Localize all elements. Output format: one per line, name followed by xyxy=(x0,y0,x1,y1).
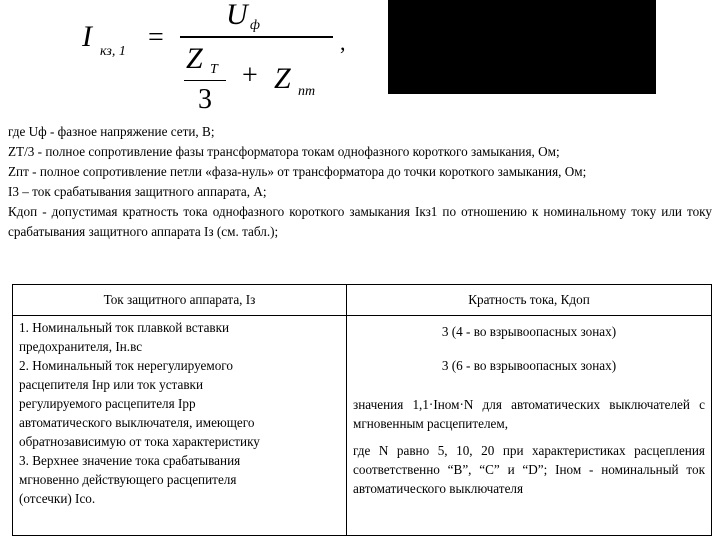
formula-divisor: 3 xyxy=(198,84,212,115)
header-current-multiplicity: Кратность тока, Кдоп xyxy=(347,285,712,316)
definition-zpt: Zпт - полное сопротивление петли «фаза-нуль» от трансформатора до точки короткого замыкания, Ом; xyxy=(8,164,587,179)
table-header-row xyxy=(13,285,712,316)
formula-numerator-subscript: ф xyxy=(250,18,260,33)
formula-z-loop-subscript: пт xyxy=(298,84,316,99)
fraction-bar xyxy=(180,36,333,38)
left-line: 3. Верхнее значение тока срабатывания xyxy=(19,453,241,468)
formula-z-transformer-subscript: Т xyxy=(210,62,218,77)
left-line: регулируемого расцепителя Iрр xyxy=(19,396,196,411)
multiplicity-instant-note: где N равно 5, 10, 20 при характеристиках расцепления соответственно “B”, “C” и “D”; Iном - номинальный ток автоматического выключателя xyxy=(353,443,705,496)
left-line: автоматического выключателя, имеющего xyxy=(19,415,255,430)
left-line: (отсечки) Iсо. xyxy=(19,491,96,506)
formula-equals: = xyxy=(148,22,164,53)
definition-i3: I3 – ток срабатывания защитного аппарата, А; xyxy=(8,184,267,199)
formula-plus: + xyxy=(242,60,258,91)
formula xyxy=(0,0,380,120)
left-line: расцепителя Iнр или ток уставки xyxy=(19,377,204,392)
formula-denominator-z-loop: Z xyxy=(274,62,291,95)
definition-kdop: Кдоп - допустимая кратность тока однофазного короткого замыкания Iкз1 по отношению к номинальному току или току срабатывания защитного аппарата Iз (см. табл.); xyxy=(8,204,712,239)
definitions-block xyxy=(8,122,712,242)
multiplicity-instant-value: значения 1,1·Iном·N для автоматических выключателей с мгновенным расцепителем, xyxy=(353,397,705,431)
left-line: 1. Номинальный ток плавкой вставки xyxy=(19,320,230,335)
formula-lhs-symbol: I xyxy=(82,20,92,53)
left-line: предохранителя, Iн.вс xyxy=(19,339,143,354)
right-cell xyxy=(347,316,712,536)
formula-lhs-subscript: кз, 1 xyxy=(100,44,126,59)
table-row xyxy=(13,316,712,536)
redacted-black-box xyxy=(388,0,656,94)
header-protection-current: Ток защитного аппарата, Iз xyxy=(13,285,347,316)
definition-zt: ZТ/3 - полное сопротивление фазы трансформатора токам однофазного короткого замыкания, Ом; xyxy=(8,144,560,159)
left-cell xyxy=(13,316,347,536)
formula-denominator-z-transformer: Z xyxy=(186,42,203,75)
formula-trailing-comma: , xyxy=(340,30,346,55)
definition-uf: где Uф - фазное напряжение сети, В; xyxy=(8,124,215,139)
multiplicity-breaker: 3 (6 - во взрывоопасных зонах) xyxy=(441,358,617,373)
inner-fraction-bar xyxy=(184,80,226,81)
protection-table xyxy=(12,284,712,536)
multiplicity-fuse: 3 (4 - во взрывоопасных зонах) xyxy=(441,324,617,339)
formula-numerator-symbol: U xyxy=(226,0,248,31)
left-line: мгновенно действующего расцепителя xyxy=(19,472,237,487)
left-line: 2. Номинальный ток нерегулируемого xyxy=(19,358,233,373)
left-line: обратнозависимую от тока характеристику xyxy=(19,434,260,449)
